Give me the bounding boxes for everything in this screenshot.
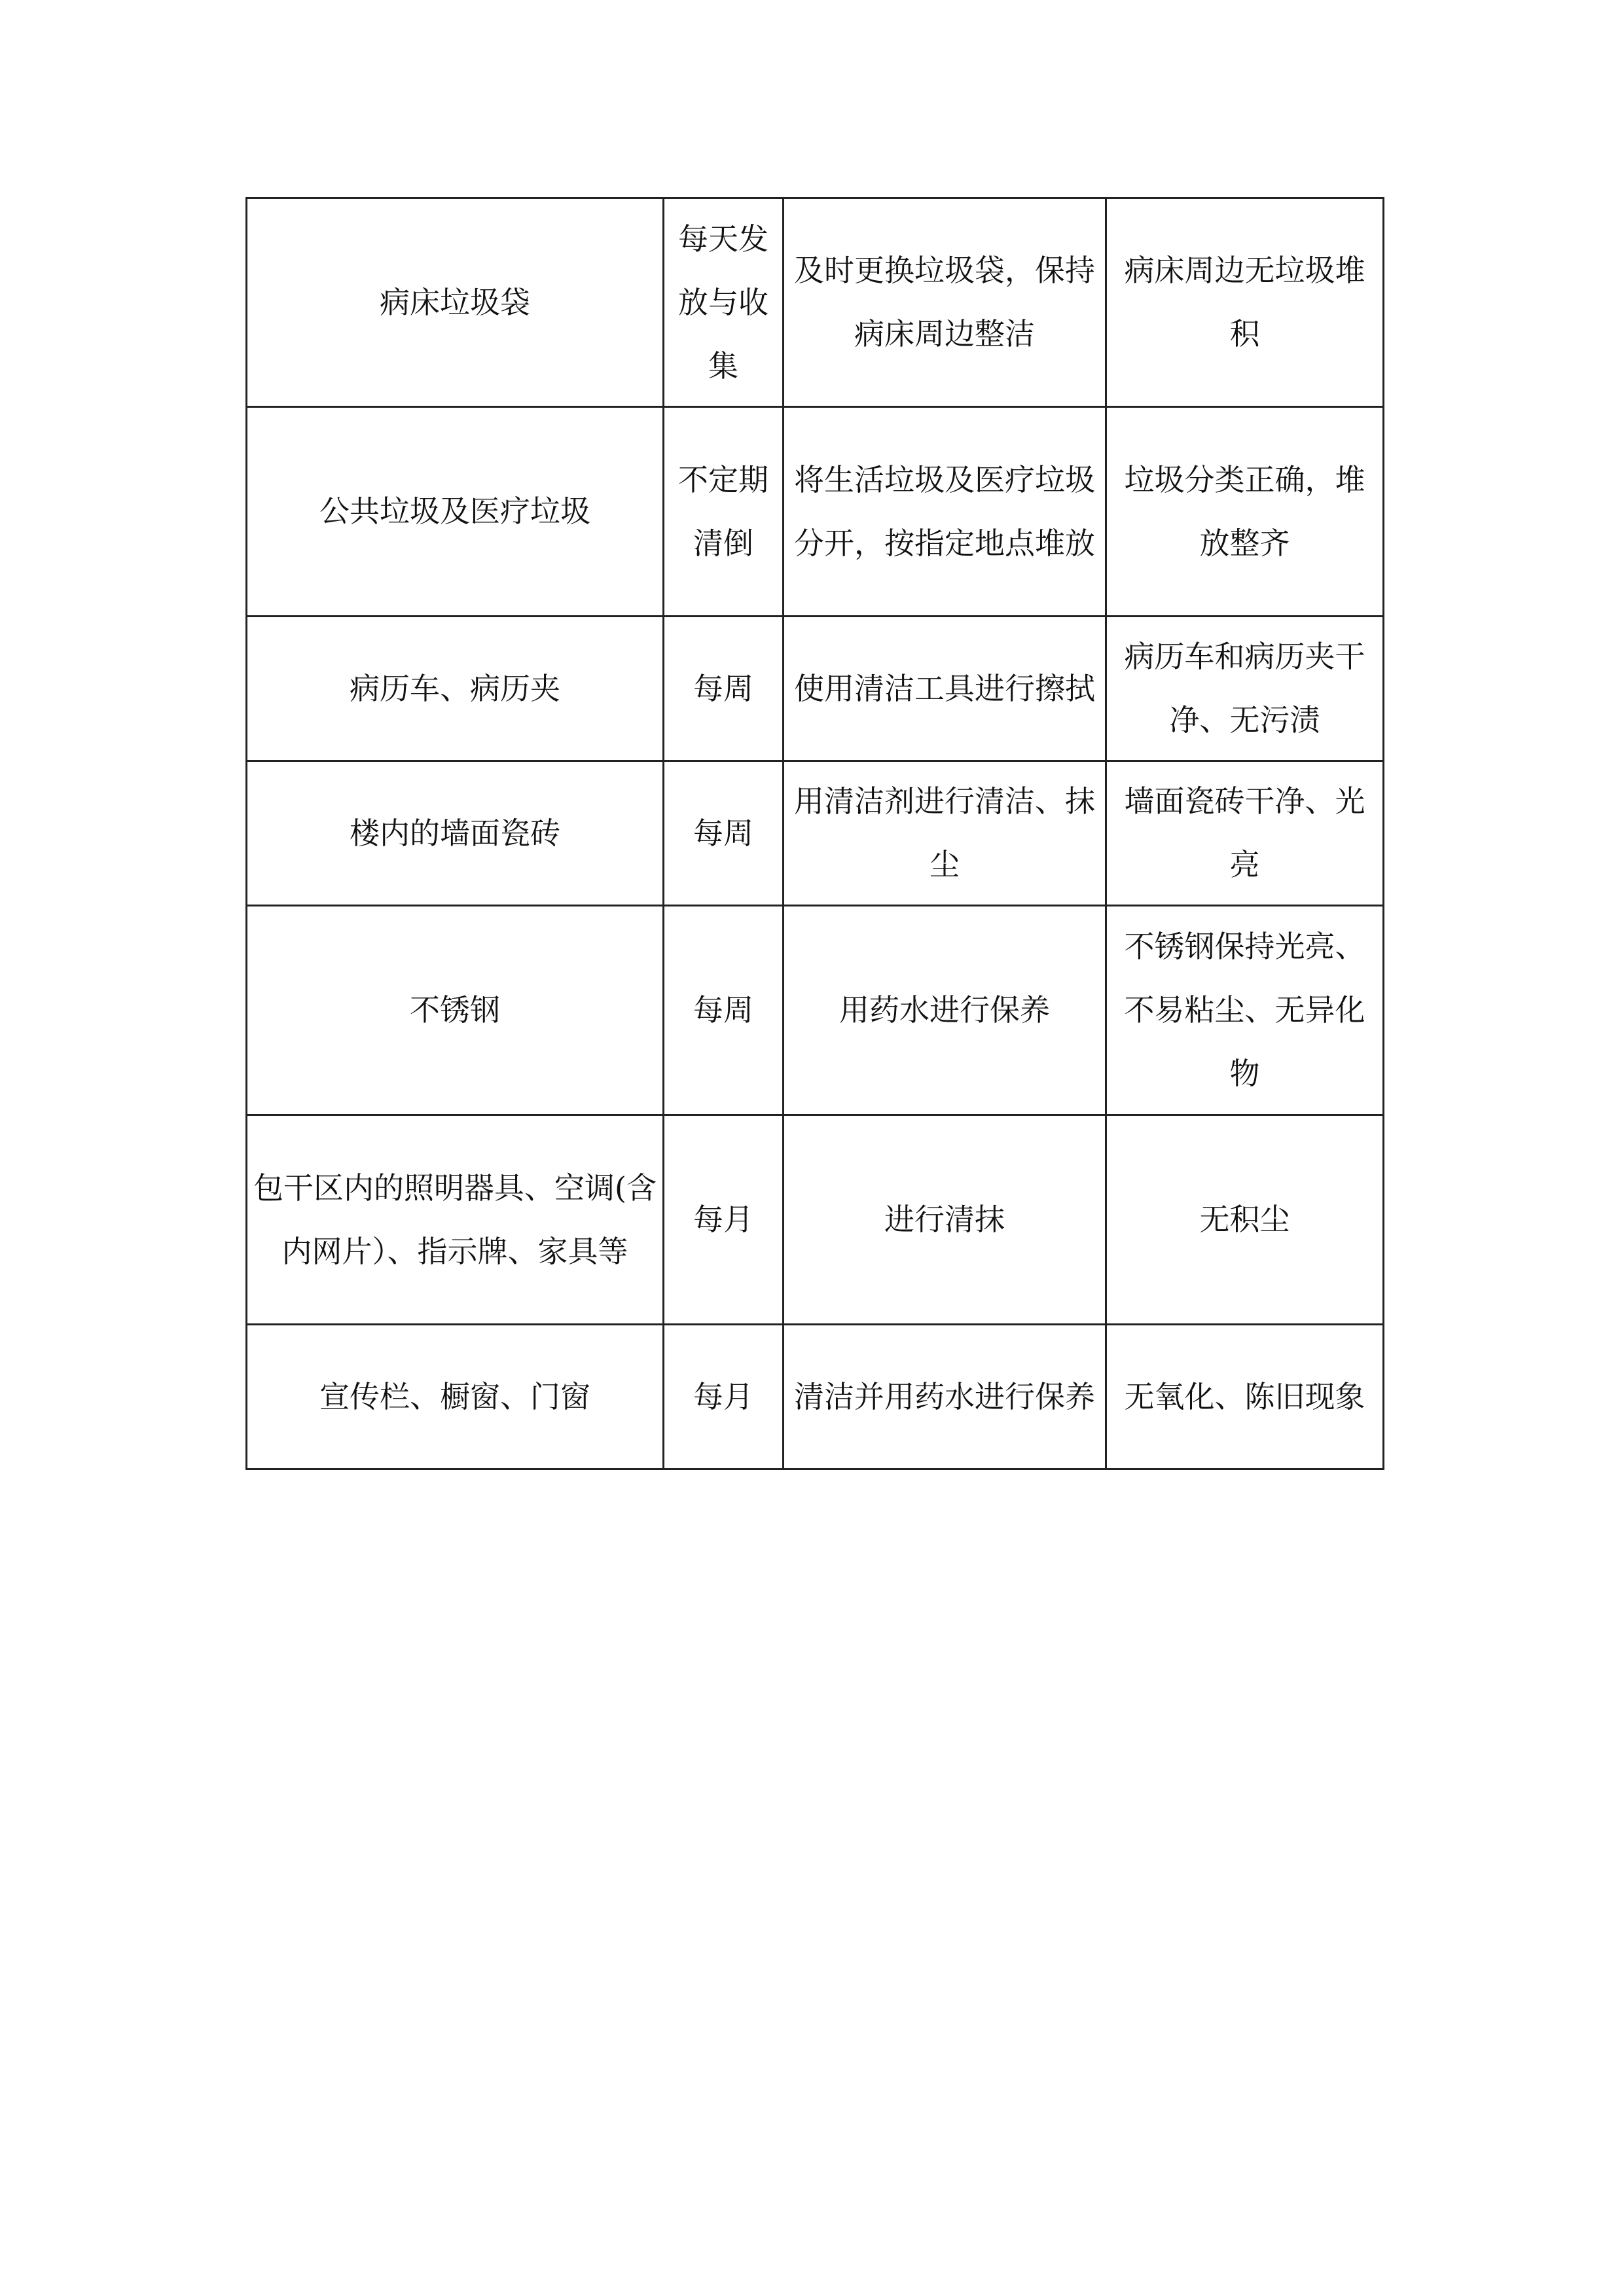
cell-frequency: 不定期清倒 — [664, 407, 784, 617]
cell-frequency: 每周 — [664, 761, 784, 906]
cell-method: 用药水进行保养 — [784, 906, 1106, 1115]
cell-standard: 病历车和病历夹干净、无污渍 — [1106, 617, 1384, 761]
cell-item: 包干区内的照明器具、空调(含内网片）、指示牌、家具等 — [247, 1115, 664, 1325]
table-row — [247, 906, 1384, 1115]
cell-method: 及时更换垃圾袋，保持病床周边整洁 — [784, 198, 1106, 407]
table-row — [247, 407, 1384, 617]
cell-item: 不锈钢 — [247, 906, 664, 1115]
cell-frequency: 每天发放与收集 — [664, 198, 784, 407]
cell-item: 病历车、病历夹 — [247, 617, 664, 761]
cell-standard: 无积尘 — [1106, 1115, 1384, 1325]
cell-method: 进行清抹 — [784, 1115, 1106, 1325]
cell-standard: 墙面瓷砖干净、光亮 — [1106, 761, 1384, 906]
cell-standard: 不锈钢保持光亮、不易粘尘、无异化物 — [1106, 906, 1384, 1115]
table-row — [247, 1325, 1384, 1469]
table-row — [247, 617, 1384, 761]
table-row — [247, 198, 1384, 407]
cell-frequency: 每周 — [664, 617, 784, 761]
cell-item: 病床垃圾袋 — [247, 198, 664, 407]
cell-standard: 无氧化、陈旧现象 — [1106, 1325, 1384, 1469]
cell-standard: 垃圾分类正确，堆放整齐 — [1106, 407, 1384, 617]
cell-item: 楼内的墙面瓷砖 — [247, 761, 664, 906]
cell-frequency: 每周 — [664, 906, 784, 1115]
table-row — [247, 761, 1384, 906]
cell-frequency: 每月 — [664, 1325, 784, 1469]
cell-method: 将生活垃圾及医疗垃圾分开，按指定地点堆放 — [784, 407, 1106, 617]
cell-standard: 病床周边无垃圾堆积 — [1106, 198, 1384, 407]
cell-item: 宣传栏、橱窗、门窗 — [247, 1325, 664, 1469]
cell-item: 公共垃圾及医疗垃圾 — [247, 407, 664, 617]
cell-method: 清洁并用药水进行保养 — [784, 1325, 1106, 1469]
cell-method: 使用清洁工具进行擦拭 — [784, 617, 1106, 761]
cell-method: 用清洁剂进行清洁、抹尘 — [784, 761, 1106, 906]
cleaning-schedule-table — [245, 197, 1384, 1470]
cell-frequency: 每月 — [664, 1115, 784, 1325]
table-row — [247, 1115, 1384, 1325]
